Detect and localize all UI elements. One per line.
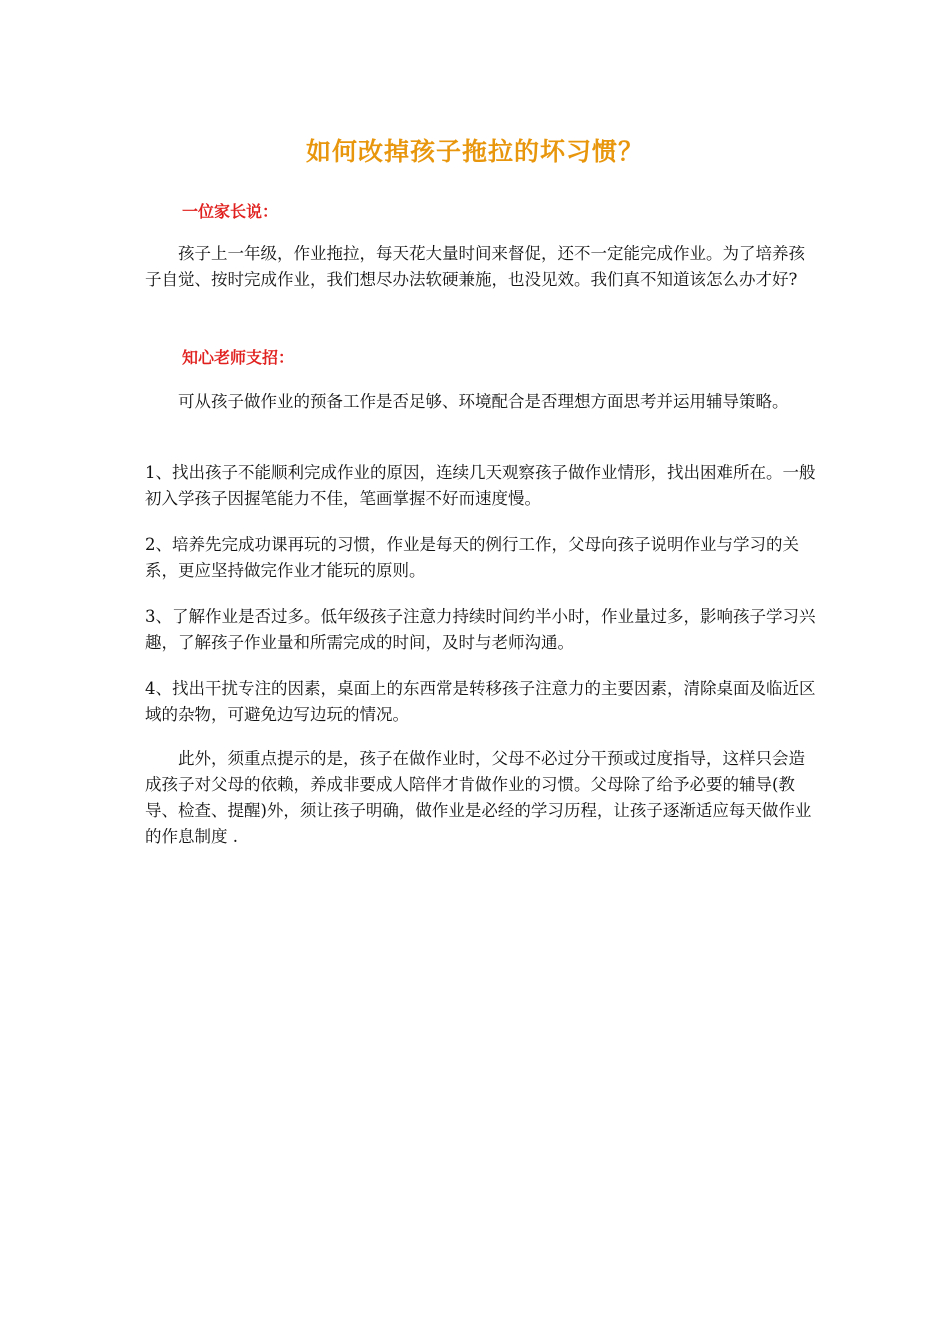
- point-paragraph-2: 2、培养先完成功课再玩的习惯，作业是每天的例行工作，父母向孩子说明作业与学习的关系，更应坚持做完作业才能玩的原则。: [145, 535, 799, 580]
- point-paragraph-4: 4、找出干扰专注的因素，桌面上的东西常是转移孩子注意力的主要因素，清除桌面及临近区域的杂物，可避免边写边玩的情况。: [145, 679, 816, 724]
- parent-heading: 一位家长说：: [182, 202, 279, 221]
- point-paragraph-3: 3、了解作业是否过多。低年级孩子注意力持续时间约半小时，作业量过多，影响孩子学习兴趣，了解孩子作业量和所需完成的时间，及时与老师沟通。: [145, 607, 816, 652]
- document-title: 如何改掉孩子拖拉的坏习惯？: [305, 137, 644, 166]
- teacher-heading: 知心老师支招：: [182, 348, 295, 367]
- point-paragraph-1: 1、找出孩子不能顺利完成作业的原因，连续几天观察孩子做作业情形，找出困难所在。一般初入学孩子因握笔能力不佳，笔画掌握不好而速度慢。: [145, 463, 816, 508]
- closing-paragraph: 此外，须重点提示的是，孩子在做作业时，父母不必过分干预或过度指导，这样只会造成孩子对父母的依赖，养成非要成人陪伴才肯做作业的习惯。父母除了给予必要的辅导(教导、检查、提醒)外，须让孩子明确，做作业是必经的学习历程，让孩子逐渐适应每天做作业的作息制度 .: [145, 749, 812, 846]
- parent-paragraph: 孩子上一年级，作业拖拉，每天花大量时间来督促，还不一定能完成作业。为了培养孩子自觉、按时完成作业，我们想尽办法软硬兼施，也没见效。我们真不知道该怎么办才好?: [145, 244, 805, 289]
- intro-paragraph: 可从孩子做作业的预备工作是否足够、环境配合是否理想方面思考并运用辅导策略。: [178, 392, 789, 411]
